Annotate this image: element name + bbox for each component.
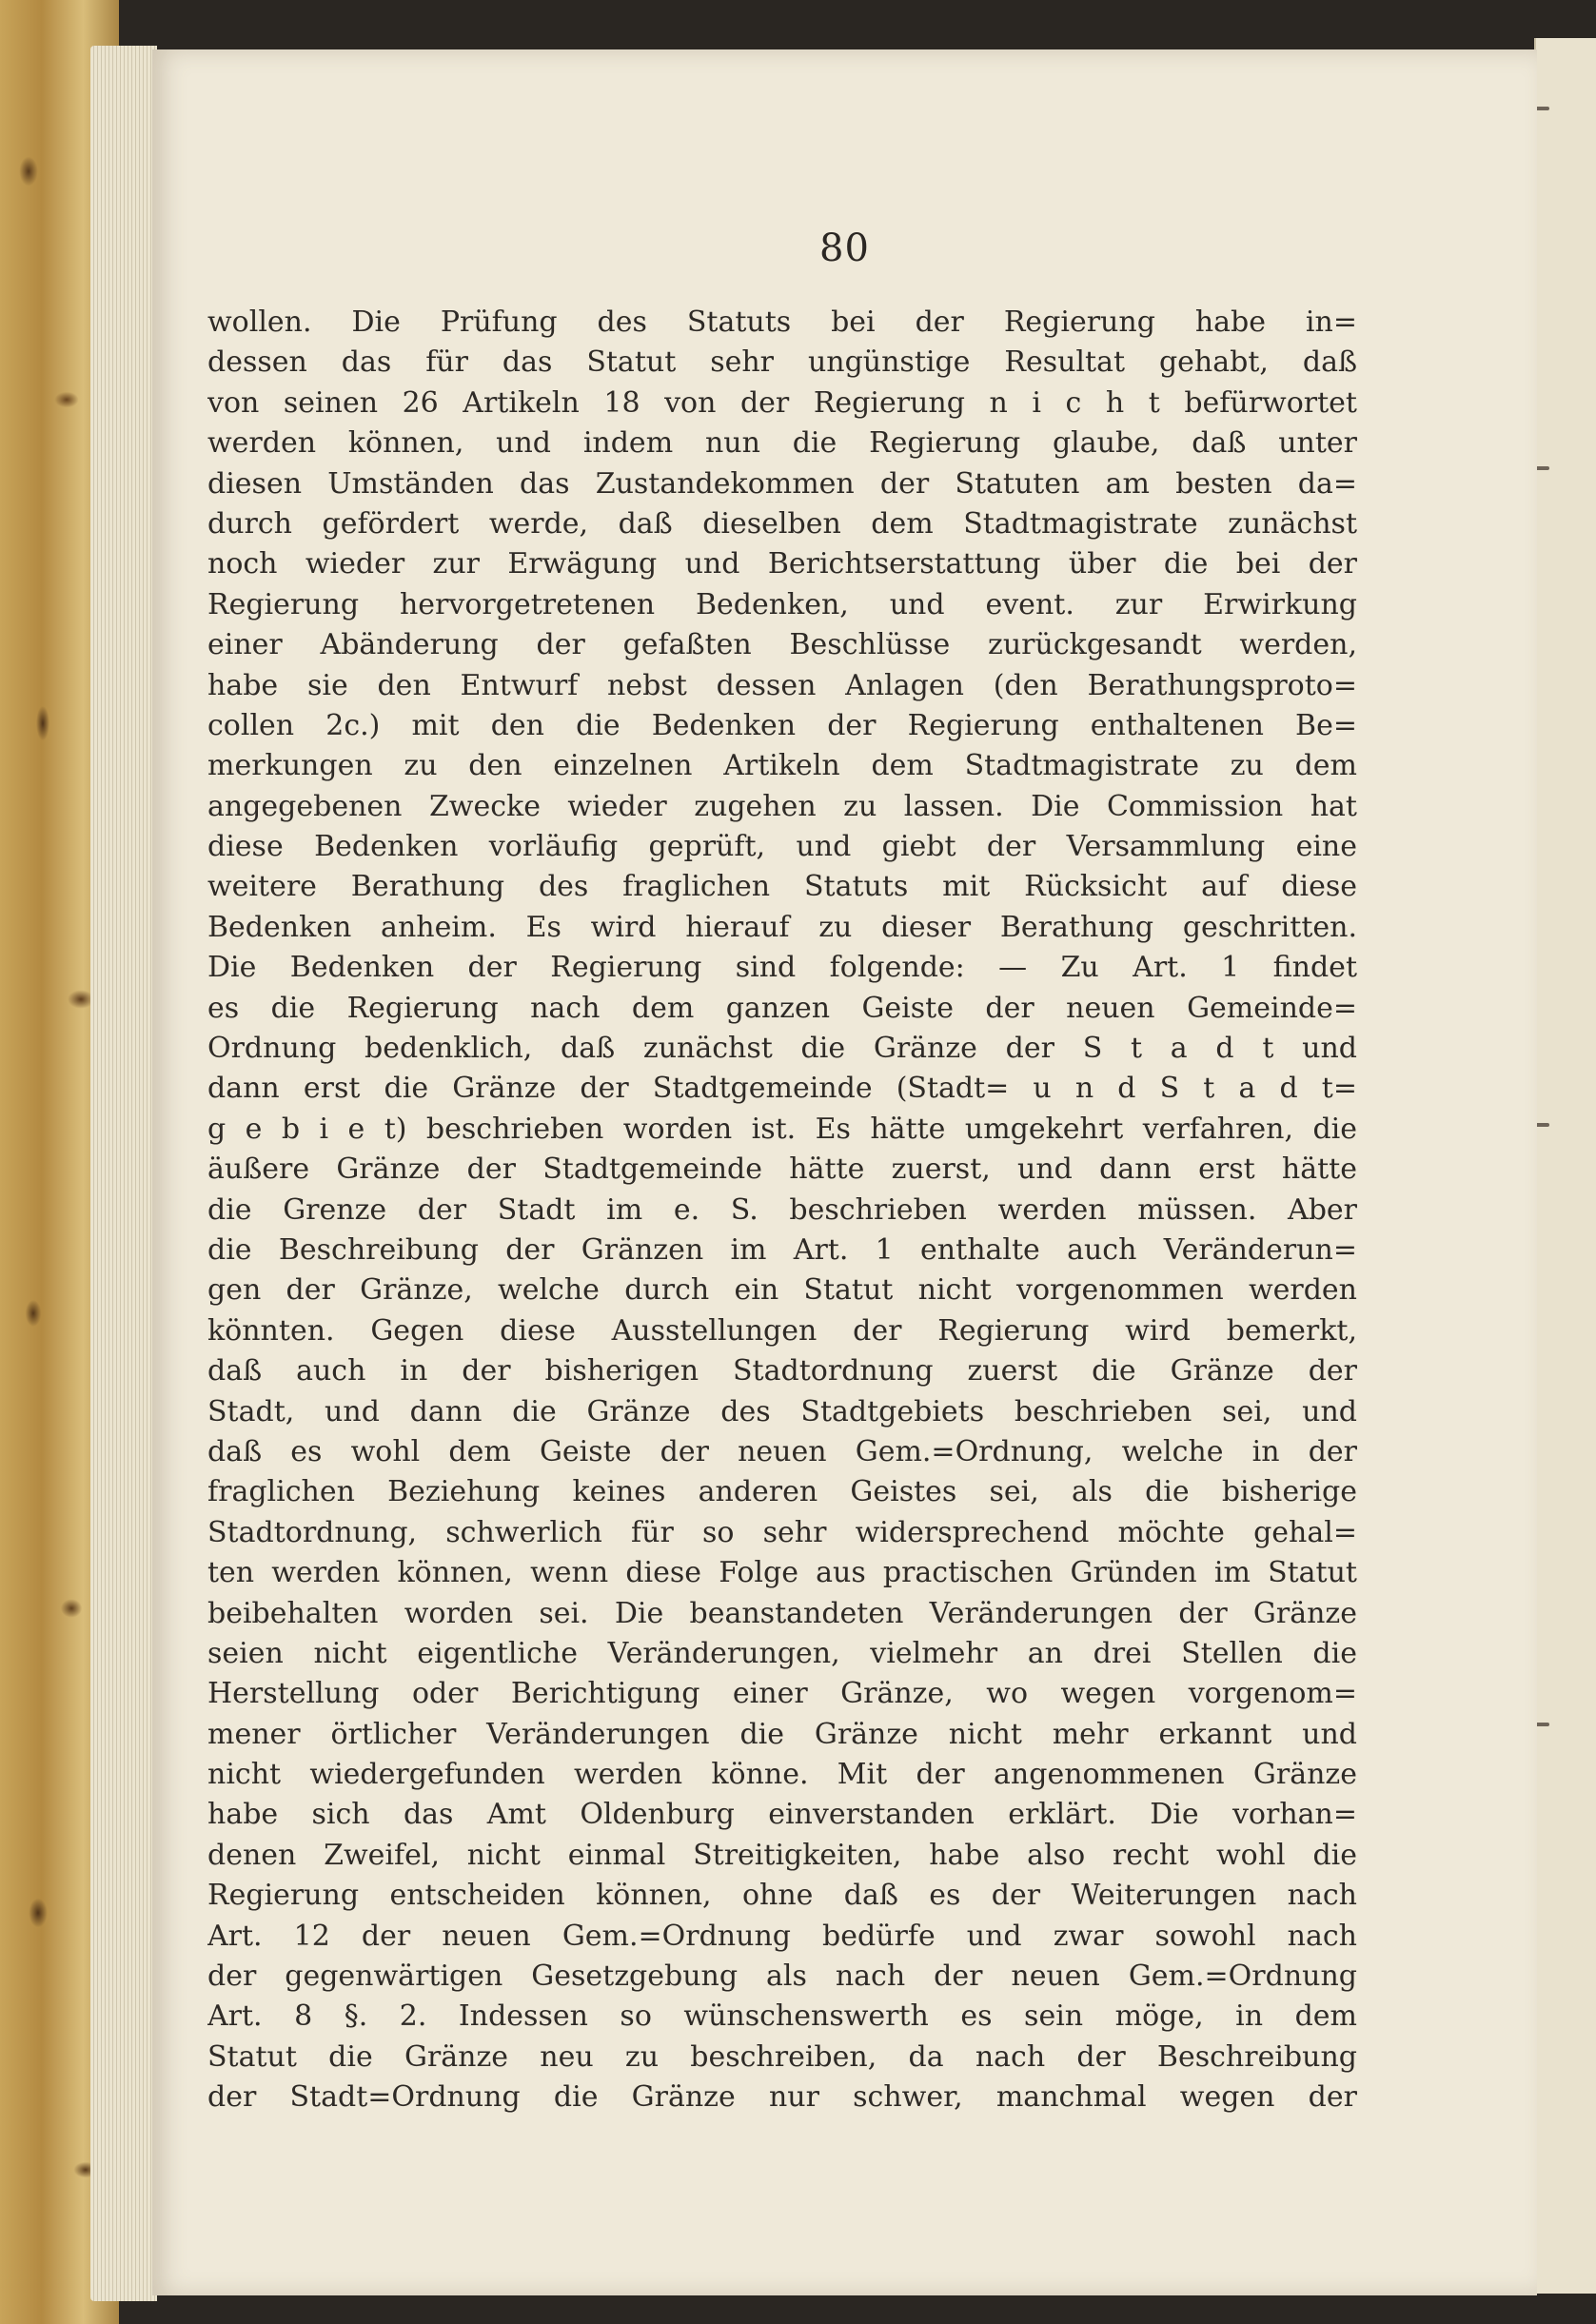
- text-line: wollen. Die Prüfung des Statuts bei der Regierung habe in=: [207, 305, 1357, 339]
- text-line: angegebenen Zwecke wieder zugehen zu lassen. Die Commission hat: [207, 789, 1357, 823]
- text-line: dann erst die Gränze der Stadtgemeinde (Stadt= u n d S t a d t=: [207, 1072, 1357, 1106]
- text-line: es die Regierung nach dem ganzen Geiste der neuen Gemeinde=: [207, 991, 1357, 1025]
- text-line: diese Bedenken vorläufig geprüft, und giebt der Versammlung eine: [207, 830, 1357, 864]
- body-text: [207, 303, 1357, 2118]
- text-line: einer Abänderung der gefaßten Beschlüsse zurückgesandt werden,: [207, 628, 1357, 662]
- text-line: fraglichen Beziehung keines anderen Geistes sei, als die bisherige: [207, 1475, 1357, 1509]
- text-line: nicht wiedergefunden werden könne. Mit der angenommenen Gränze: [207, 1758, 1357, 1792]
- text-line: durch gefördert werde, daß dieselben dem Stadtmagistrate zunächst: [207, 506, 1357, 541]
- text-line: könnten. Gegen diese Ausstellungen der Regierung wird bemerkt,: [207, 1313, 1357, 1348]
- text-line: collen 2c.) mit den die Bedenken der Regierung enthaltenen Be=: [207, 708, 1357, 742]
- text-line: werden können, und indem nun die Regierung glaube, daß unter: [207, 426, 1357, 461]
- text-line: Stadtordnung, schwerlich für so sehr widersprechend möchte gehal=: [207, 1515, 1357, 1549]
- text-line: Ordnung bedenklich, daß zunächst die Gränze der S t a d t und: [207, 1032, 1357, 1066]
- text-line: gen der Gränze, welche durch ein Statut nicht vorgenommen werden: [207, 1273, 1357, 1308]
- next-page-edge: [1534, 38, 1596, 2294]
- text-line: habe sie den Entwurf nebst dessen Anlagen (den Berathungsproto=: [207, 668, 1357, 702]
- text-line: habe sich das Amt Oldenburg einverstanden erklärt. Die vorhan=: [207, 1798, 1357, 1832]
- text-line: Statut die Gränze neu zu beschreiben, da nach der Beschreibung: [207, 2039, 1357, 2074]
- text-line: mener örtlicher Veränderungen die Gränze nicht mehr erkannt und: [207, 1717, 1357, 1751]
- text-line: Art. 12 der neuen Gem.=Ordnung bedürfe und zwar sowohl nach: [207, 1919, 1357, 1953]
- text-line: Regierung hervorgetretenen Bedenken, und event. zur Erwirkung: [207, 587, 1357, 621]
- text-line: dessen das für das Statut sehr ungünstige Resultat gehabt, daß: [207, 345, 1357, 380]
- text-line: die Beschreibung der Gränzen im Art. 1 enthalte auch Veränderun=: [207, 1232, 1357, 1267]
- text-line: die Grenze der Stadt im e. S. beschrieben werden müssen. Aber: [207, 1192, 1357, 1227]
- text-line: noch wieder zur Erwägung und Berichtserstattung über die bei der: [207, 547, 1357, 581]
- text-line: äußere Gränze der Stadtgemeinde hätte zuerst, und dann erst hätte: [207, 1152, 1357, 1187]
- text-line: daß es wohl dem Geiste der neuen Gem.=Ordnung, welche in der: [207, 1434, 1357, 1468]
- text-line: denen Zweifel, nicht einmal Streitigkeiten, habe also recht wohl die: [207, 1838, 1357, 1872]
- text-line: Bedenken anheim. Es wird hierauf zu dieser Berathung geschritten.: [207, 910, 1357, 944]
- text-line: weitere Berathung des fraglichen Statuts mit Rücksicht auf diese: [207, 870, 1357, 904]
- page-number: 80: [819, 226, 870, 270]
- text-line: Die Bedenken der Regierung sind folgende: — Zu Art. 1 findet: [207, 951, 1357, 985]
- text-line: beibehalten worden sei. Die beanstandeten Veränderungen der Gränze: [207, 1596, 1357, 1630]
- text-line: ten werden können, wenn diese Folge aus practischen Gründen im Statut: [207, 1556, 1357, 1590]
- text-line: seien nicht eigentliche Veränderungen, vielmehr an drei Stellen die: [207, 1636, 1357, 1670]
- text-line: diesen Umständen das Zustandekommen der Statuten am besten da=: [207, 466, 1357, 501]
- text-line: daß auch in der bisherigen Stadtordnung zuerst die Gränze der: [207, 1354, 1357, 1388]
- text-line: Stadt, und dann die Gränze des Stadtgebiets beschrieben sei, und: [207, 1394, 1357, 1428]
- text-line: Regierung entscheiden können, ohne daß es der Weiterungen nach: [207, 1879, 1357, 1913]
- page-edges: [90, 46, 157, 2301]
- text-line: der gegenwärtigen Gesetzgebung als nach der neuen Gem.=Ordnung: [207, 1960, 1357, 1994]
- text-line: merkungen zu den einzelnen Artikeln dem Stadtmagistrate zu dem: [207, 749, 1357, 783]
- text-line: der Stadt=Ordnung die Gränze nur schwer, manchmal wegen der: [207, 2080, 1357, 2115]
- text-line: Art. 8 §. 2. Indessen so wünschenswerth es sein möge, in dem: [207, 1999, 1357, 2034]
- text-line: von seinen 26 Artikeln 18 von der Regierung n i c h t befürwortet: [207, 385, 1357, 420]
- text-line: Herstellung oder Berichtigung einer Gränze, wo wegen vorgenom=: [207, 1677, 1357, 1711]
- text-line: g e b i e t) beschrieben worden ist. Es hätte umgekehrt verfahren, die: [207, 1112, 1357, 1146]
